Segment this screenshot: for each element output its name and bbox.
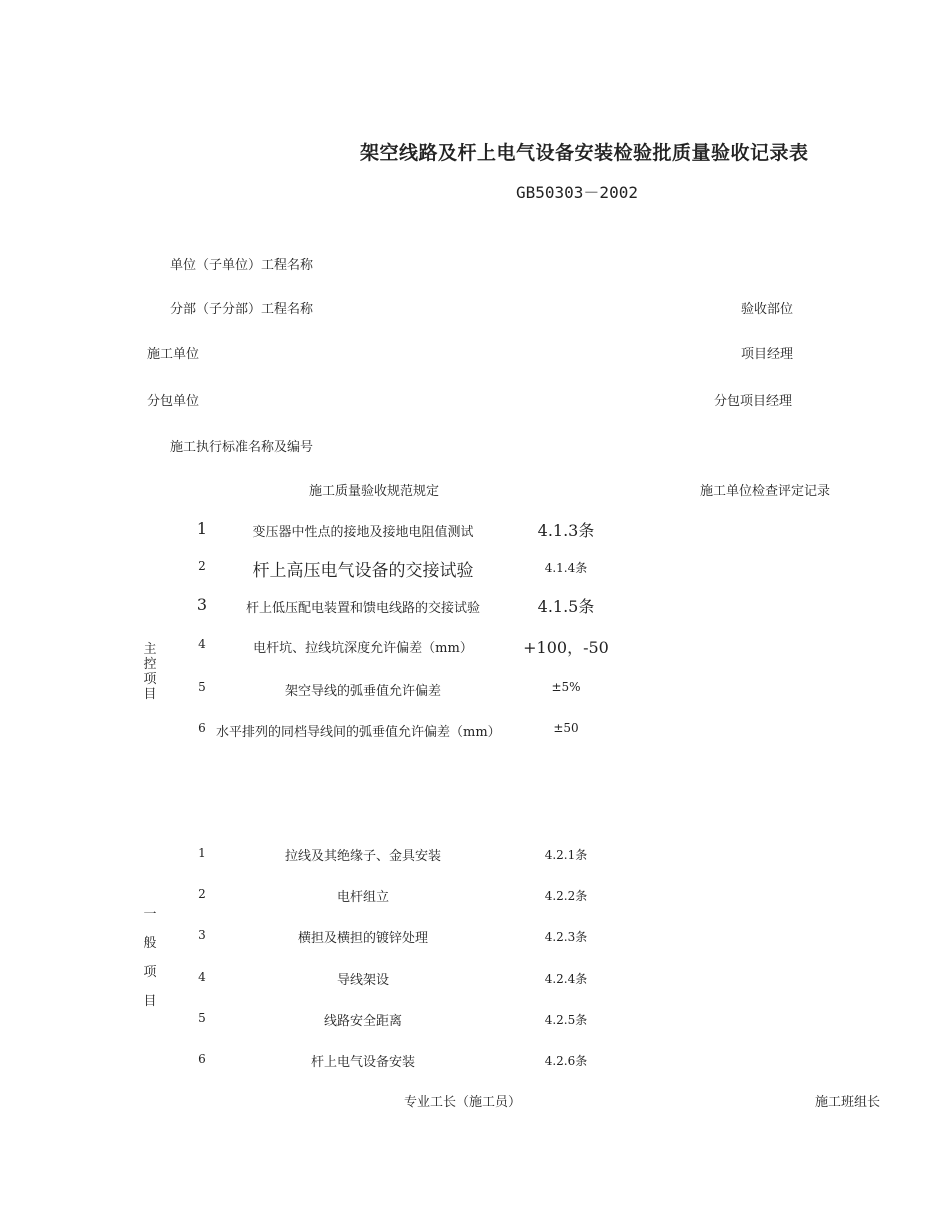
- general-row-6-name: 杆上电气设备安装: [310, 1055, 415, 1070]
- general-row-4-no: 4: [198, 970, 206, 984]
- unit-project-label: 单位（子单位）工程名称: [170, 258, 314, 273]
- general-row-1-name: 拉线及其绝缘子、金具安装: [284, 849, 441, 864]
- subcontract-unit-label: 分包单位: [147, 394, 200, 409]
- main-row-2-clause: 4.1.4条: [544, 561, 588, 575]
- general-row-3-no: 3: [198, 928, 206, 942]
- main-row-3-name: 杆上低压配电装置和馈电线路的交接试验: [245, 601, 480, 616]
- sub-project-label: 分部（子分部）工程名称: [170, 302, 314, 317]
- main-row-4-no: 4: [198, 637, 206, 651]
- general-row-4-clause: 4.2.4条: [544, 972, 588, 986]
- general-row-1-no: 1: [198, 846, 206, 860]
- general-row-4-name: 导线架设: [336, 973, 389, 988]
- standard-code: GB50303－2002: [516, 183, 638, 202]
- sub-project-manager-label: 分包项目经理: [714, 394, 793, 409]
- accept-part-label: 验收部位: [741, 302, 794, 317]
- general-row-5-name: 线路安全距离: [323, 1014, 402, 1029]
- main-row-5-clause: ±5%: [551, 680, 581, 694]
- main-row-4-name: 电杆坑、拉线坑深度允许偏差（mm）: [253, 641, 473, 656]
- general-row-2-clause: 4.2.2条: [544, 889, 588, 903]
- general-row-2-name: 电杆组立: [336, 890, 389, 905]
- main-row-1-name: 变压器中性点的接地及接地电阻值测试: [252, 525, 474, 540]
- main-row-6-name: 水平排列的同档导线间的弧垂值允许偏差（mm）: [216, 725, 501, 740]
- construction-unit-label: 施工单位: [147, 347, 200, 362]
- project-manager-label: 项目经理: [741, 347, 794, 362]
- record-column-header: 施工单位检查评定记录: [700, 484, 831, 499]
- standard-label: 施工执行标准名称及编号: [170, 440, 314, 455]
- general-row-6-no: 6: [198, 1052, 206, 1066]
- main-row-4-clause: +100，-50: [523, 638, 609, 657]
- main-row-1-clause: 4.1.3条: [537, 521, 595, 540]
- main-row-3-no: 3: [196, 595, 208, 614]
- main-row-5-no: 5: [198, 680, 206, 694]
- general-row-6-clause: 4.2.6条: [544, 1054, 588, 1068]
- main-row-2-no: 2: [198, 559, 206, 573]
- main-row-5-name: 架空导线的弧垂值允许偏差: [284, 684, 441, 699]
- team-leader-label: 施工班组长: [815, 1095, 881, 1110]
- general-row-2-no: 2: [198, 887, 206, 901]
- general-items-label: 一般项目: [143, 907, 157, 1009]
- general-row-1-clause: 4.2.1条: [544, 848, 588, 862]
- general-row-5-clause: 4.2.5条: [544, 1013, 588, 1027]
- main-items-label: 主控项目: [143, 642, 157, 702]
- main-row-1-no: 1: [196, 519, 208, 538]
- main-row-6-no: 6: [198, 721, 206, 735]
- spec-column-header: 施工质量验收规范规定: [309, 484, 440, 499]
- main-row-2-name: 杆上高压电气设备的交接试验: [252, 561, 474, 581]
- general-row-3-name: 横担及横担的镀锌处理: [297, 931, 428, 946]
- general-row-3-clause: 4.2.3条: [544, 930, 588, 944]
- main-row-6-clause: ±50: [553, 721, 579, 735]
- document-title: 架空线路及杆上电气设备安装检验批质量验收记录表: [360, 142, 809, 164]
- general-row-5-no: 5: [198, 1011, 206, 1025]
- main-row-3-clause: 4.1.5条: [537, 597, 595, 616]
- foreman-label: 专业工长（施工员）: [404, 1095, 522, 1110]
